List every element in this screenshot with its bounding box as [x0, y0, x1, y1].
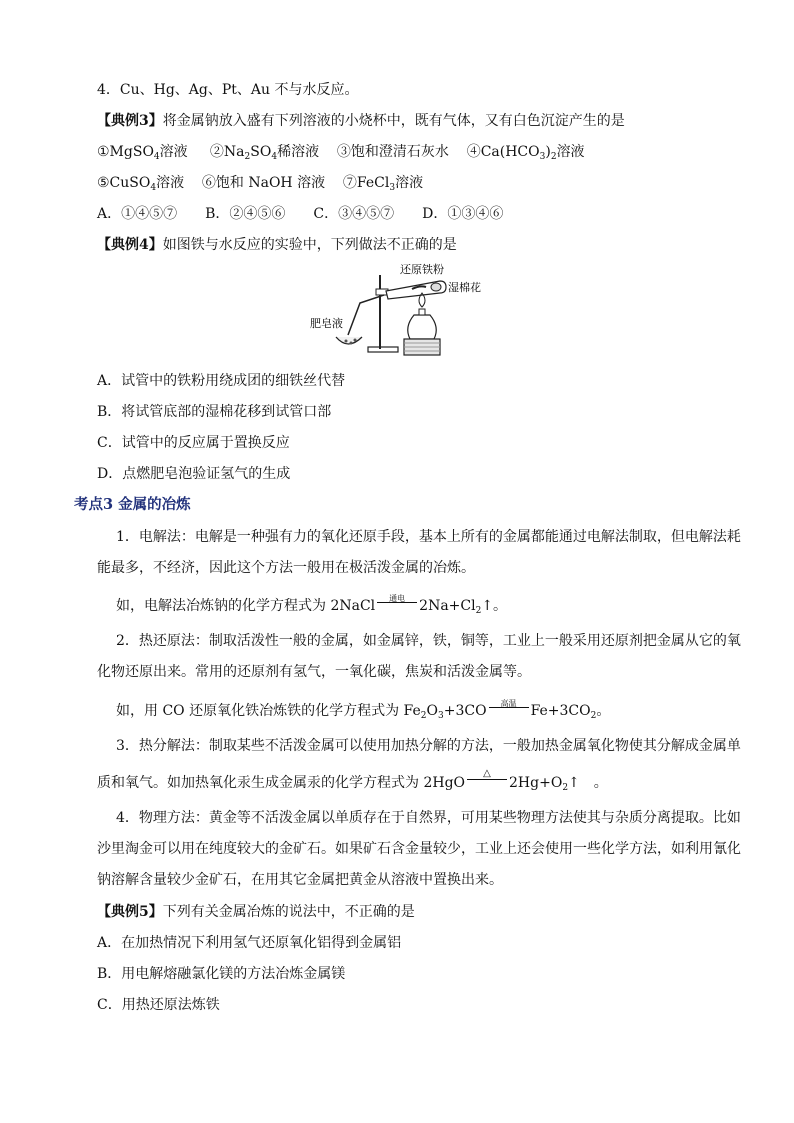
label-wet-cotton: 湿棉花 — [448, 281, 481, 294]
paragraph-physical-method: 4．物理方法：黄金等不活泼金属以单质存在于自然界，可用某些物理方法使其与杂质分离提取。比如 — [116, 810, 741, 826]
section-heading: 考点3 金属的冶炼 — [74, 496, 191, 513]
equation-hgo: 质和氧气。如加热氧化汞生成金属汞的化学方程式为 2HgO △ $2Hg+O_2↑$ 。 — [97, 768, 608, 793]
equation-fe2o3: 如，用 CO 还原氧化铁冶炼铁的化学方程式为 $Fe_2O_3+3CO$ 高温 $Fe+3CO_2$。 — [116, 699, 611, 721]
paragraph-thermal-decomposition: 3．热分解法：制取某些不活泼金属可以使用加热分解的方法，一般加热金属氧化物使其分解成金属单 — [116, 738, 741, 754]
text-line: 4．Cu、Hg、Ag、Pt、Au 不与水反应。 — [97, 82, 359, 98]
paragraph-electrolysis-cont: 能最多，不经济，因此这个方法一般用在极活泼金属的冶炼。 — [97, 560, 475, 576]
example-tag: 【典例5】 — [97, 904, 163, 920]
example-4-option-c: C．试管中的反应属于置换反应 — [97, 435, 290, 451]
example-5-option-b: B．用电解熔融氯化镁的方法冶炼金属镁 — [97, 966, 346, 982]
reaction-arrow: 通电 — [377, 594, 417, 608]
reaction-arrow: △ — [467, 771, 507, 785]
example-tag: 【典例3】 — [97, 113, 163, 129]
paragraph-electrolysis: 1．电解法：电解是一种强有力的氧化还原手段，基本上所有的金属都能通过电解法制取，但电解法耗 — [116, 529, 741, 545]
example-3-options-row-1: ①MgSO$_4$溶液 $②Na_2SO_4$稀溶液 ③饱和澄清石灰水 $④Ca(HCO_3)_2$溶液 — [97, 144, 585, 162]
iron-water-apparatus-figure — [308, 263, 488, 363]
example-4-option-b: B．将试管底部的湿棉花移到试管口部 — [97, 404, 332, 420]
apparatus-diagram — [308, 263, 488, 363]
example-5-option-c: C．用热还原法炼铁 — [97, 997, 220, 1013]
example-4-option-a: A．试管中的铁粉用绕成团的细铁丝代替 — [97, 373, 346, 389]
example-5-option-a: A．在加热情况下利用氢气还原氧化铝得到金属铝 — [97, 935, 402, 951]
equation-nacl: 如，电解法冶炼钠的化学方程式为 2NaCl 通电 $2Na+Cl_2↑$。 — [116, 594, 508, 616]
label-soap-solution: 肥皂液 — [310, 317, 343, 330]
example-3-choices: A．①④⑤⑦ B．②④⑤⑥ C．③④⑤⑦ D．①③④⑥ — [97, 206, 504, 222]
example-3-question: 【典例3】将金属钠放入盛有下列溶液的小烧杯中，既有气体，又有白色沉淀产生的是 — [97, 113, 625, 129]
paragraph-physical-method-cont: 沙里淘金可以用在纯度较大的金矿石。如果矿石含金量较少，工业上还会使用一些化学方法，如利用氰化 — [97, 841, 741, 857]
paragraph-physical-method-end: 钠溶解含量较少金矿石，在用其它金属把黄金从溶液中置换出来。 — [97, 872, 503, 888]
paragraph-thermal-reduction: 2．热还原法：制取活泼性一般的金属，如金属锌，铁，铜等，工业上一般采用还原剂把金属从它的氧 — [116, 633, 741, 649]
label-iron-powder: 还原铁粉 — [400, 263, 444, 276]
paragraph-thermal-reduction-cont: 化物还原出来。常用的还原剂有氢气，一氧化碳，焦炭和活泼金属等。 — [97, 664, 531, 680]
example-4-option-d: D．点燃肥皂泡验证氢气的生成 — [97, 466, 291, 482]
example-4-question: 【典例4】如图铁与水反应的实验中，下列做法不正确的是 — [97, 237, 457, 253]
example-5-question: 【典例5】下列有关金属冶炼的说法中，不正确的是 — [97, 904, 415, 920]
example-3-options-row-2: ⑤CuSO$_4$溶液 ⑥饱和 NaOH 溶液 ⑦FeCl$_3$溶液 — [97, 175, 424, 193]
example-tag: 【典例4】 — [97, 237, 163, 253]
reaction-arrow: 高温 — [489, 699, 529, 713]
